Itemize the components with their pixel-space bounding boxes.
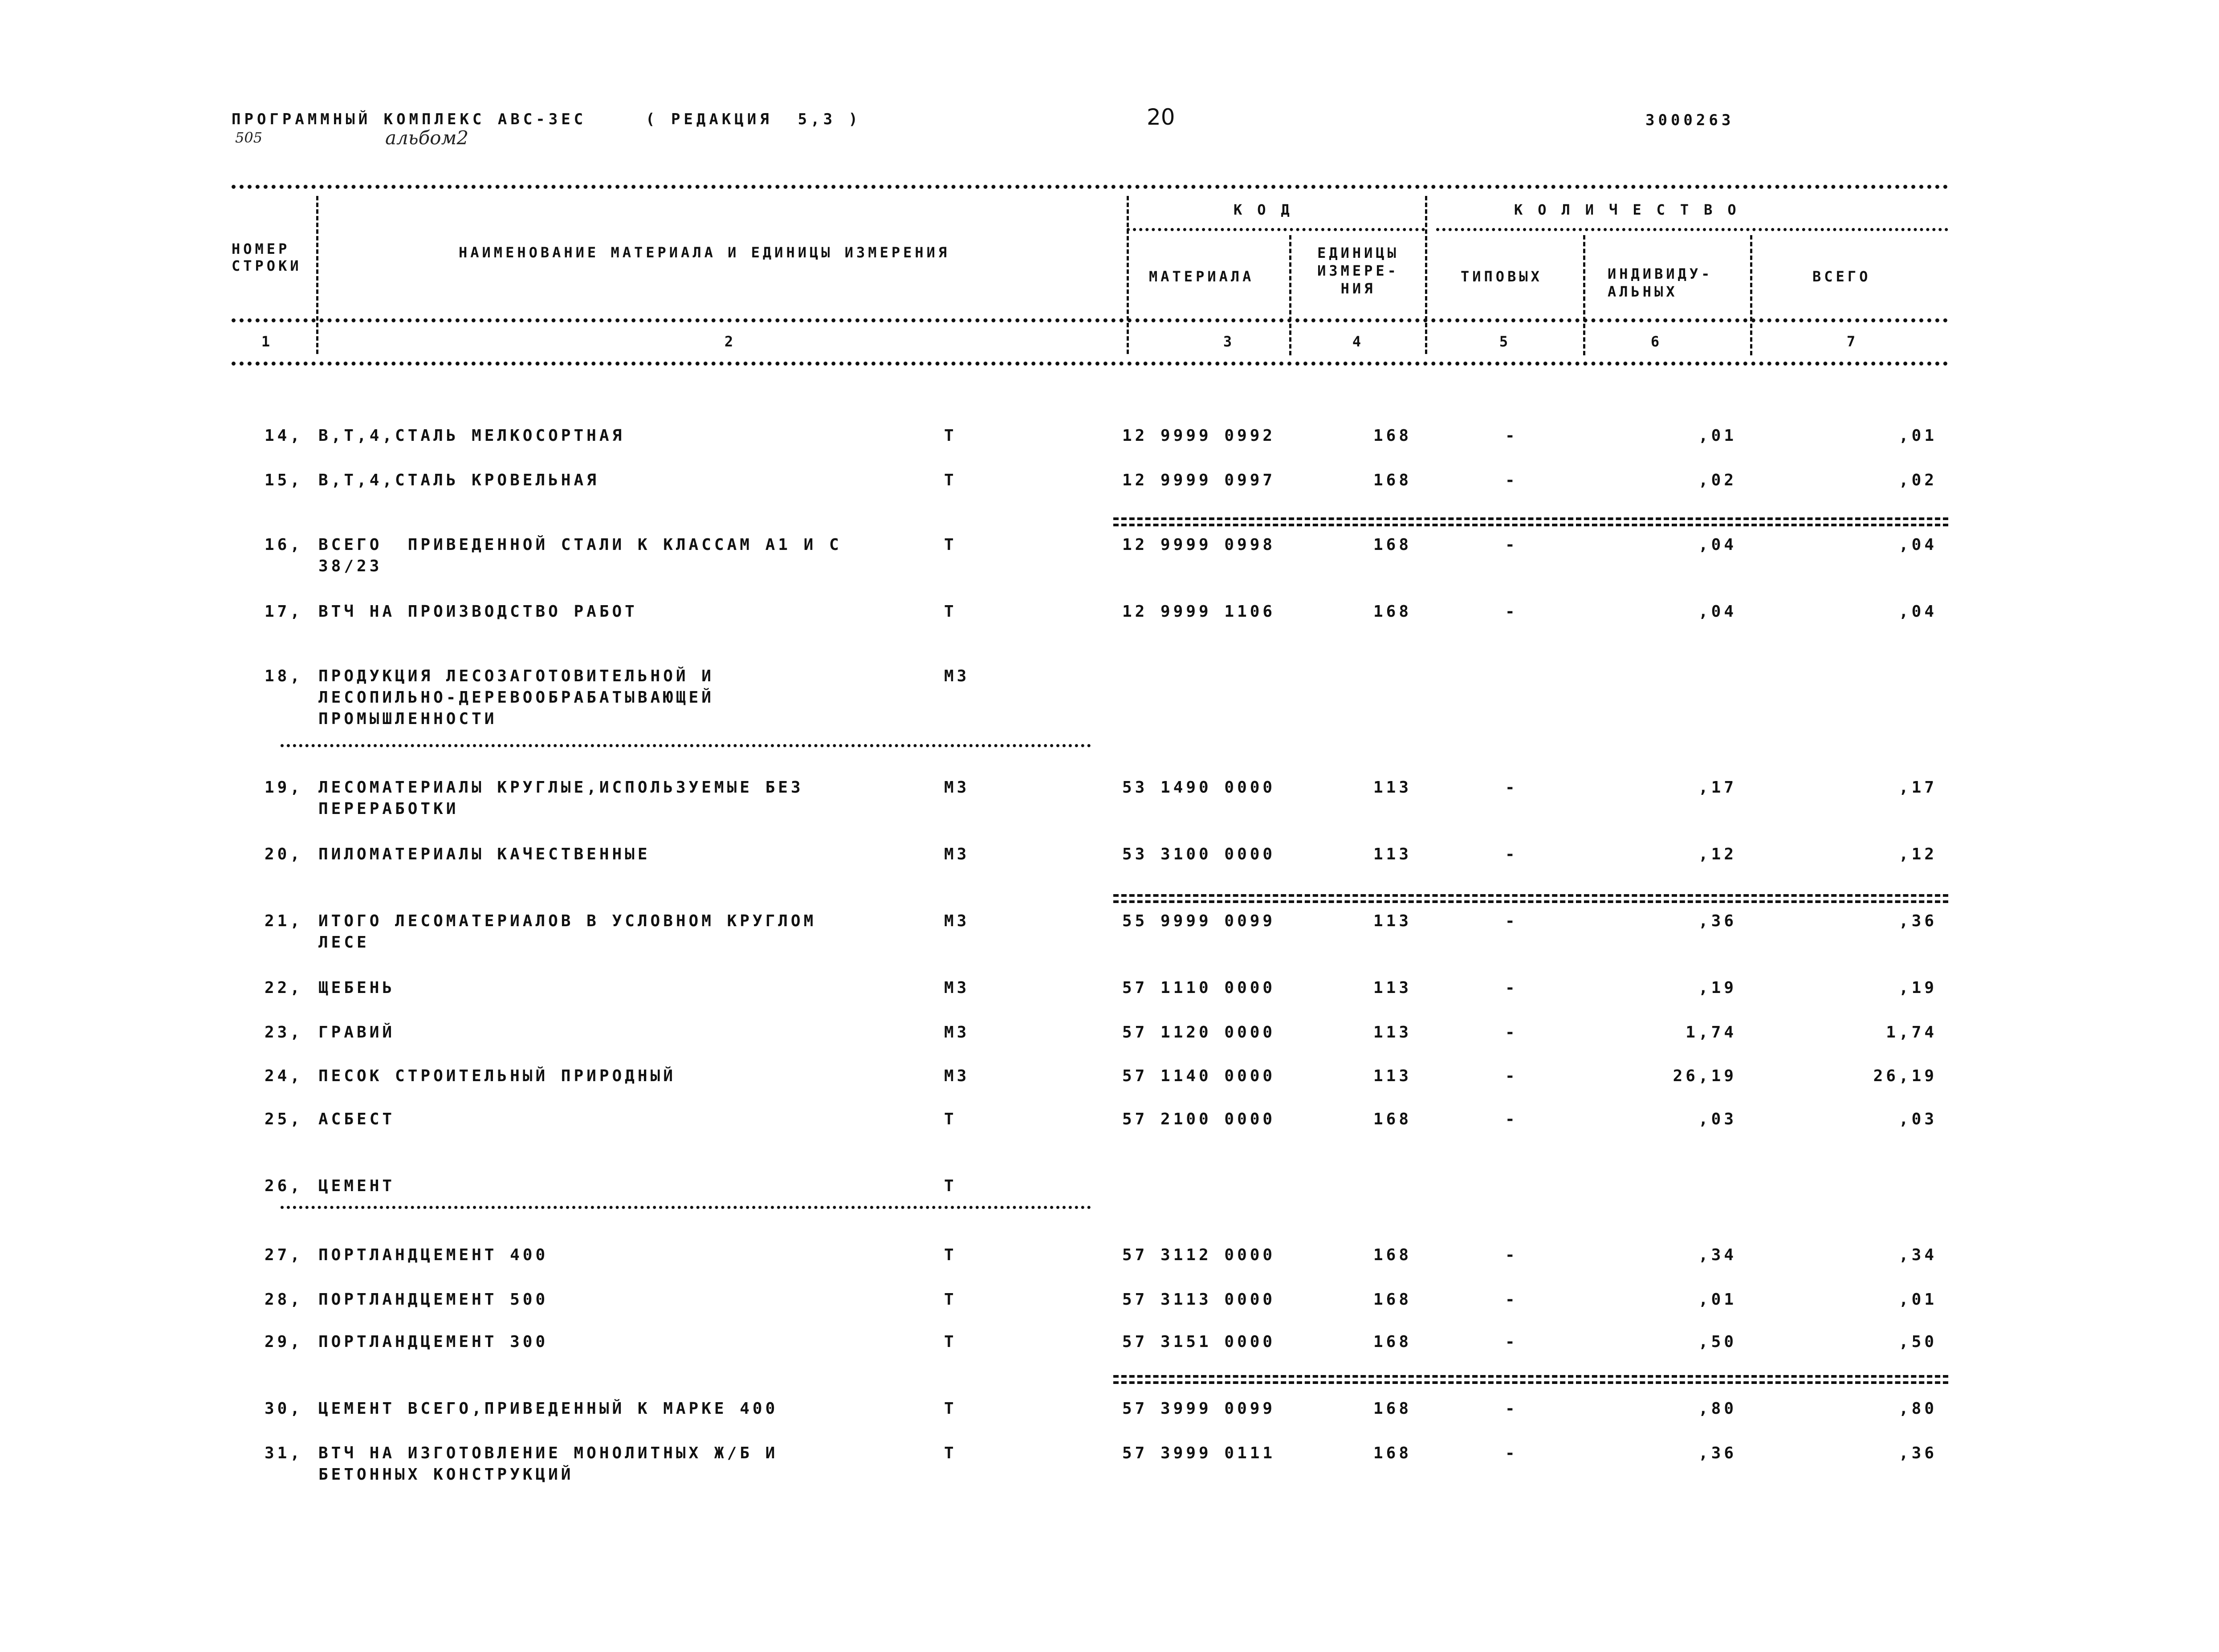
unit-code: 168 bbox=[1373, 1110, 1412, 1128]
total-qty: ,36 bbox=[1898, 912, 1937, 930]
material-code: 12 9999 0992 bbox=[1122, 427, 1276, 445]
row-number: 29, bbox=[264, 1333, 303, 1351]
unit-code: 168 bbox=[1373, 427, 1412, 445]
column-number: 7 bbox=[1846, 333, 1859, 350]
material-code: 12 9999 1106 bbox=[1122, 602, 1276, 621]
material-code: 57 1120 0000 bbox=[1122, 1023, 1276, 1042]
total-qty: ,02 bbox=[1898, 471, 1937, 489]
header-divider bbox=[1750, 235, 1752, 355]
individual-qty: ,34 bbox=[1698, 1246, 1737, 1264]
individual-qty: ,36 bbox=[1698, 912, 1737, 930]
column-number: 1 bbox=[261, 333, 273, 350]
material-name: ЩЕБЕНЬ bbox=[318, 979, 395, 997]
individual-qty: ,01 bbox=[1698, 1290, 1737, 1309]
typical-qty: - bbox=[1505, 1444, 1518, 1462]
individual-qty: ,17 bbox=[1698, 778, 1737, 797]
unit-abbrev: М3 bbox=[944, 667, 970, 685]
material-code: 55 9999 0099 bbox=[1122, 912, 1276, 930]
row-number: 25, bbox=[264, 1110, 303, 1128]
row-number: 31, bbox=[264, 1444, 303, 1462]
typical-qty: - bbox=[1505, 1400, 1518, 1418]
total-qty: ,50 bbox=[1898, 1333, 1937, 1351]
material-name: ПОРТЛАНДЦЕМЕНТ 500 bbox=[318, 1290, 549, 1309]
unit-code: 113 bbox=[1373, 778, 1412, 797]
unit-abbrev: Т bbox=[944, 471, 957, 489]
total-qty: ,34 bbox=[1898, 1246, 1937, 1264]
total-qty: ,03 bbox=[1898, 1110, 1937, 1128]
typical-qty: - bbox=[1505, 1333, 1518, 1351]
subtotal-rule bbox=[1113, 517, 1948, 526]
typical-qty: - bbox=[1505, 1290, 1518, 1309]
row-number: 17, bbox=[264, 602, 303, 621]
header-total: ВСЕГО bbox=[1812, 268, 1871, 285]
total-qty: ,01 bbox=[1898, 427, 1937, 445]
material-name: В,Т,4,СТАЛЬ КРОВЕЛЬНАЯ bbox=[318, 471, 599, 489]
material-name: ВСЕГО ПРИВЕДЕННОЙ СТАЛИ К КЛАССАМ А1 И С 38/23 bbox=[318, 536, 842, 575]
header-bottom-rule bbox=[232, 318, 1948, 322]
material-code: 57 1110 0000 bbox=[1122, 979, 1276, 997]
unit-code: 168 bbox=[1373, 1400, 1412, 1418]
total-qty: ,80 bbox=[1898, 1400, 1937, 1418]
total-qty: ,17 bbox=[1898, 778, 1937, 797]
unit-abbrev: Т bbox=[944, 427, 957, 445]
header-divider bbox=[1127, 196, 1129, 354]
unit-abbrev: Т bbox=[944, 1290, 957, 1309]
material-name: ЦЕМЕНТ ВСЕГО,ПРИВЕДЕННЫЙ К МАРКЕ 400 bbox=[318, 1400, 778, 1418]
header-row-number: НОМЕР СТРОКИ bbox=[232, 240, 302, 274]
unit-abbrev: Т bbox=[944, 1177, 957, 1195]
header-divider bbox=[316, 196, 318, 354]
material-code: 57 3113 0000 bbox=[1122, 1290, 1276, 1309]
material-name: ГРАВИЙ bbox=[318, 1023, 395, 1042]
unit-code: 168 bbox=[1373, 1290, 1412, 1309]
row-number: 18, bbox=[264, 667, 303, 685]
unit-code: 168 bbox=[1373, 471, 1412, 489]
typical-qty: - bbox=[1505, 1246, 1518, 1264]
material-code: 57 3999 0099 bbox=[1122, 1400, 1276, 1418]
header-quantity-group: КОЛИЧЕСТВО bbox=[1514, 201, 1751, 218]
row-number: 21, bbox=[264, 912, 303, 930]
total-qty: ,04 bbox=[1898, 602, 1937, 621]
material-code: 57 2100 0000 bbox=[1122, 1110, 1276, 1128]
unit-code: 113 bbox=[1373, 845, 1412, 863]
header-material: МАТЕРИАЛА bbox=[1149, 268, 1254, 285]
individual-qty: ,02 bbox=[1698, 471, 1737, 489]
row-number: 15, bbox=[264, 471, 303, 489]
unit-abbrev: М3 bbox=[944, 1067, 970, 1085]
row-number: 19, bbox=[264, 778, 303, 797]
header-divider bbox=[1289, 235, 1291, 355]
material-name: ИТОГО ЛЕСОМАТЕРИАЛОВ В УСЛОВНОМ КРУГЛОМ ЛЕСЕ bbox=[318, 912, 817, 952]
total-qty: ,19 bbox=[1898, 979, 1937, 997]
individual-qty: ,50 bbox=[1698, 1333, 1737, 1351]
qty-sub-rule bbox=[1436, 228, 1948, 231]
material-name: В,Т,4,СТАЛЬ МЕЛКОСОРТНАЯ bbox=[318, 427, 625, 445]
individual-qty: ,04 bbox=[1698, 602, 1737, 621]
sub-code: 505 bbox=[235, 129, 263, 146]
code-sub-rule bbox=[1127, 228, 1425, 231]
material-name: ЛЕСОМАТЕРИАЛЫ КРУГЛЫЕ,ИСПОЛЬЗУЕМЫЕ БЕЗ ПЕРЕРАБОТКИ bbox=[318, 778, 804, 818]
typical-qty: - bbox=[1505, 471, 1518, 489]
unit-code: 113 bbox=[1373, 912, 1412, 930]
individual-qty: ,80 bbox=[1698, 1400, 1737, 1418]
unit-code: 113 bbox=[1373, 1067, 1412, 1085]
typical-qty: - bbox=[1505, 1067, 1518, 1085]
program-title: ПРОГРАММНЫЙ КОМПЛЕКС АВС-ЗЕС bbox=[232, 110, 587, 128]
material-name: ПИЛОМАТЕРИАЛЫ КАЧЕСТВЕННЫЕ bbox=[318, 845, 651, 863]
individual-qty: 26,19 bbox=[1673, 1067, 1737, 1085]
typical-qty: - bbox=[1505, 778, 1518, 797]
header-name: НАИМЕНОВАНИЕ МАТЕРИАЛА И ЕДИНИЦЫ ИЗМЕРЕНИЯ bbox=[459, 244, 950, 261]
column-number: 5 bbox=[1499, 333, 1511, 350]
individual-qty: 1,74 bbox=[1686, 1023, 1737, 1042]
individual-qty: ,12 bbox=[1698, 845, 1737, 863]
individual-qty: ,36 bbox=[1698, 1444, 1737, 1462]
individual-qty: ,03 bbox=[1698, 1110, 1737, 1128]
page-number: 20 bbox=[1147, 104, 1175, 130]
unit-abbrev: Т bbox=[944, 1444, 957, 1462]
header-divider bbox=[1425, 196, 1427, 354]
header-individual: ИНДИВИДУ- АЛЬНЫХ bbox=[1608, 265, 1713, 300]
unit-abbrev: Т bbox=[944, 1110, 957, 1128]
unit-code: 168 bbox=[1373, 1333, 1412, 1351]
row-number: 16, bbox=[264, 536, 303, 554]
group-rule bbox=[281, 1206, 1091, 1209]
material-code: 57 3112 0000 bbox=[1122, 1246, 1276, 1264]
subtotal-rule bbox=[1113, 1375, 1948, 1384]
row-number: 28, bbox=[264, 1290, 303, 1309]
material-name: ПРОДУКЦИЯ ЛЕСОЗАГОТОВИТЕЛЬНОЙ И ЛЕСОПИЛЬНО-ДЕРЕВООБРАБАТЫВАЮЩЕЙ ПРОМЫШЛЕННОСТИ bbox=[318, 667, 714, 728]
total-qty: 26,19 bbox=[1873, 1067, 1937, 1085]
column-number: 4 bbox=[1352, 333, 1364, 350]
unit-code: 113 bbox=[1373, 979, 1412, 997]
material-code: 53 3100 0000 bbox=[1122, 845, 1276, 863]
group-rule bbox=[281, 744, 1091, 747]
typical-qty: - bbox=[1505, 602, 1518, 621]
material-name: ВТЧ НА ИЗГОТОВЛЕНИЕ МОНОЛИТНЫХ Ж/Б И БЕТОННЫХ КОНСТРУКЦИЙ bbox=[318, 1444, 778, 1484]
table-top-rule bbox=[232, 185, 1948, 189]
typical-qty: - bbox=[1505, 912, 1518, 930]
row-number: 27, bbox=[264, 1246, 303, 1264]
row-number: 20, bbox=[264, 845, 303, 863]
material-name: ВТЧ НА ПРОИЗВОДСТВО РАБОТ bbox=[318, 602, 638, 621]
row-number: 26, bbox=[264, 1177, 303, 1195]
unit-code: 168 bbox=[1373, 602, 1412, 621]
material-code: 12 9999 0997 bbox=[1122, 471, 1276, 489]
individual-qty: ,04 bbox=[1698, 536, 1737, 554]
column-number: 3 bbox=[1223, 333, 1235, 350]
typical-qty: - bbox=[1505, 1110, 1518, 1128]
row-number: 30, bbox=[264, 1400, 303, 1418]
material-name: ПОРТЛАНДЦЕМЕНТ 400 bbox=[318, 1246, 549, 1264]
typical-qty: - bbox=[1505, 979, 1518, 997]
header-unit: ЕДИНИЦЫ ИЗМЕРЕ- НИЯ bbox=[1317, 244, 1399, 297]
unit-abbrev: М3 bbox=[944, 1023, 970, 1042]
unit-abbrev: Т bbox=[944, 536, 957, 554]
subtotal-rule bbox=[1113, 894, 1948, 903]
material-name: АСБЕСТ bbox=[318, 1110, 395, 1128]
individual-qty: ,19 bbox=[1698, 979, 1737, 997]
material-name: ЦЕМЕНТ bbox=[318, 1177, 395, 1195]
unit-code: 168 bbox=[1373, 536, 1412, 554]
document-code: 3000263 bbox=[1645, 111, 1734, 129]
unit-code: 113 bbox=[1373, 1023, 1412, 1042]
typical-qty: - bbox=[1505, 427, 1518, 445]
typical-qty: - bbox=[1505, 536, 1518, 554]
unit-code: 168 bbox=[1373, 1246, 1412, 1264]
unit-code: 168 bbox=[1373, 1444, 1412, 1462]
header-divider bbox=[1583, 235, 1585, 355]
material-code: 57 3151 0000 bbox=[1122, 1333, 1276, 1351]
unit-abbrev: М3 bbox=[944, 778, 970, 797]
row-number: 22, bbox=[264, 979, 303, 997]
unit-abbrev: М3 bbox=[944, 845, 970, 863]
unit-abbrev: М3 bbox=[944, 979, 970, 997]
unit-abbrev: М3 bbox=[944, 912, 970, 930]
unit-abbrev: Т bbox=[944, 1246, 957, 1264]
material-code: 57 3999 0111 bbox=[1122, 1444, 1276, 1462]
material-code: 12 9999 0998 bbox=[1122, 536, 1276, 554]
edition-label: ( РЕДАКЦИЯ 5,3 ) bbox=[646, 110, 861, 128]
total-qty: ,01 bbox=[1898, 1290, 1937, 1309]
header-typical: ТИПОВЫХ bbox=[1461, 268, 1543, 285]
material-name: ПЕСОК СТРОИТЕЛЬНЫЙ ПРИРОДНЫЙ bbox=[318, 1067, 676, 1085]
material-code: 57 1140 0000 bbox=[1122, 1067, 1276, 1085]
colnum-bottom-rule bbox=[232, 362, 1948, 366]
column-number: 6 bbox=[1650, 333, 1663, 350]
row-number: 24, bbox=[264, 1067, 303, 1085]
material-code: 53 1490 0000 bbox=[1122, 778, 1276, 797]
material-name: ПОРТЛАНДЦЕМЕНТ 300 bbox=[318, 1333, 549, 1351]
individual-qty: ,01 bbox=[1698, 427, 1737, 445]
total-qty: ,36 bbox=[1898, 1444, 1937, 1462]
row-number: 14, bbox=[264, 427, 303, 445]
typical-qty: - bbox=[1505, 1023, 1518, 1042]
row-number: 23, bbox=[264, 1023, 303, 1042]
unit-abbrev: Т bbox=[944, 1333, 957, 1351]
total-qty: ,12 bbox=[1898, 845, 1937, 863]
total-qty: 1,74 bbox=[1886, 1023, 1937, 1042]
unit-abbrev: Т bbox=[944, 1400, 957, 1418]
album-label: альбом2 bbox=[385, 127, 469, 149]
typical-qty: - bbox=[1505, 845, 1518, 863]
total-qty: ,04 bbox=[1898, 536, 1937, 554]
header-code-group: КОД bbox=[1234, 201, 1305, 218]
column-number: 2 bbox=[724, 333, 737, 350]
unit-abbrev: Т bbox=[944, 602, 957, 621]
